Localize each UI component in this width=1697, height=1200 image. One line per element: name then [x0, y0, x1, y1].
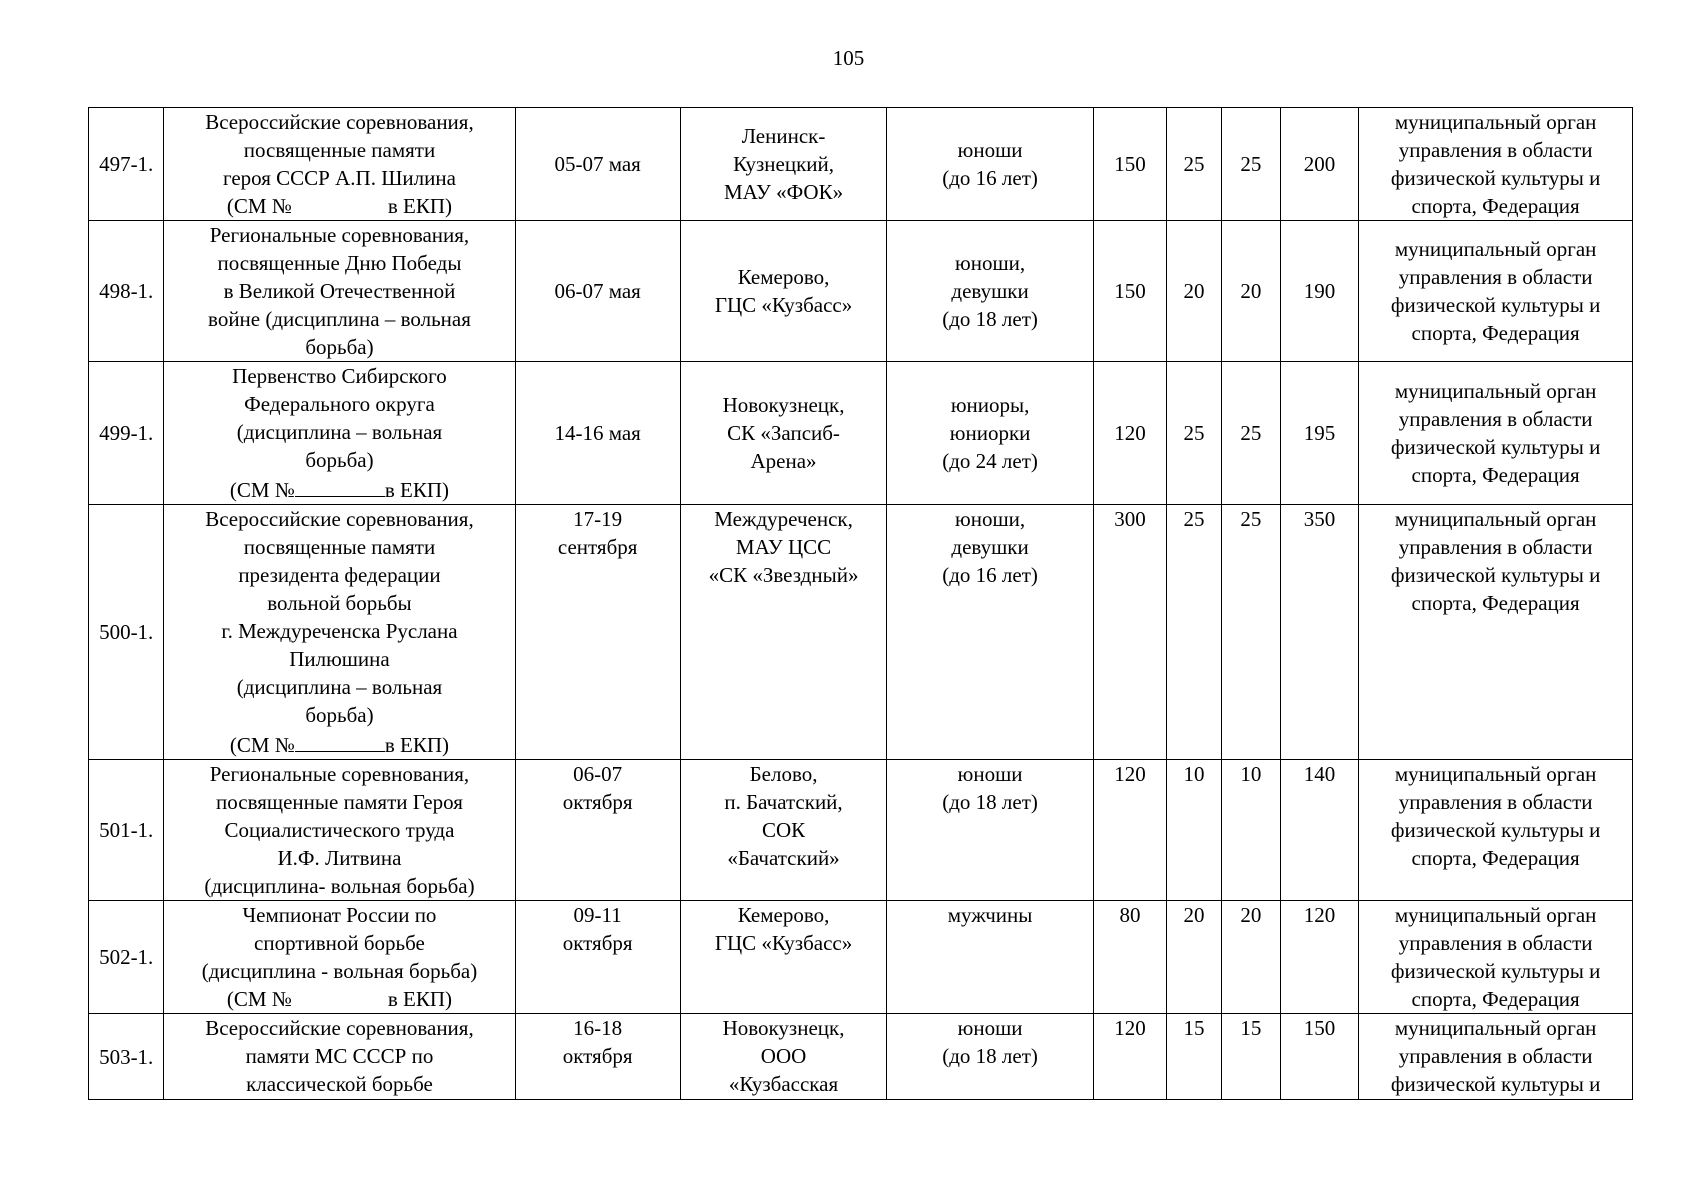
row-number: 501-1. [89, 760, 164, 901]
organizer: муниципальный орган управления в области физической культуры и спорта, Федерация [1359, 221, 1633, 362]
event-place: Кемерово, ГЦС «Кузбасс» [680, 901, 887, 1014]
table-row [89, 901, 1633, 1014]
organizer: муниципальный орган управления в области физической культуры и спорта, Федерация [1359, 362, 1633, 505]
count-3: 20 [1221, 221, 1280, 362]
count-2: 25 [1167, 505, 1222, 760]
count-3: 20 [1221, 901, 1280, 1014]
count-total: 190 [1280, 221, 1358, 362]
count-3: 15 [1221, 1014, 1280, 1100]
count-total: 140 [1280, 760, 1358, 901]
count-3: 25 [1221, 108, 1280, 221]
count-1: 80 [1093, 901, 1166, 1014]
count-1: 300 [1093, 505, 1166, 760]
participant-group: юноши (до 18 лет) [887, 760, 1094, 901]
event-place: Ленинск- Кузнецкий, МАУ «ФОК» [680, 108, 887, 221]
count-1: 150 [1093, 108, 1166, 221]
count-1: 150 [1093, 221, 1166, 362]
count-2: 20 [1167, 901, 1222, 1014]
participant-group: юноши, девушки (до 18 лет) [887, 221, 1094, 362]
table-row [89, 760, 1633, 901]
event-date: 09-11 октября [515, 901, 680, 1014]
participant-group: юноши, девушки (до 16 лет) [887, 505, 1094, 760]
event-name: Всероссийские соревнования, посвященные памяти героя СССР А.П. Шилина (СМ № в ЕКП) [164, 108, 515, 221]
count-2: 25 [1167, 108, 1222, 221]
count-2: 25 [1167, 362, 1222, 505]
organizer: муниципальный орган управления в области физической культуры и спорта, Федерация [1359, 108, 1633, 221]
organizer: муниципальный орган управления в области физической культуры и [1359, 1014, 1633, 1100]
count-2: 10 [1167, 760, 1222, 901]
event-date: 05-07 мая [515, 108, 680, 221]
participant-group: мужчины [887, 901, 1094, 1014]
blank-field [295, 729, 385, 752]
event-date: 06-07 мая [515, 221, 680, 362]
organizer: муниципальный орган управления в области физической культуры и спорта, Федерация [1359, 760, 1633, 901]
event-name: Всероссийские соревнования, посвященные памяти президента федерации вольной борьбы г. Междуреченска Руслана Пилюшина (дисциплина – вольная борьба) (СМ № в ЕКП) [164, 505, 515, 760]
row-number: 503-1. [89, 1014, 164, 1100]
row-number: 500-1. [89, 505, 164, 760]
event-date: 17-19 сентября [515, 505, 680, 760]
event-place: Новокузнецк, СК «Запсиб- Арена» [680, 362, 887, 505]
event-place: Белово, п. Бачатский, СОК «Бачатский» [680, 760, 887, 901]
count-1: 120 [1093, 760, 1166, 901]
organizer: муниципальный орган управления в области физической культуры и спорта, Федерация [1359, 901, 1633, 1014]
participant-group: юниоры, юниорки (до 24 лет) [887, 362, 1094, 505]
event-date: 16-18 октября [515, 1014, 680, 1100]
table-row [89, 221, 1633, 362]
count-3: 25 [1221, 505, 1280, 760]
participant-group: юноши (до 18 лет) [887, 1014, 1094, 1100]
count-total: 120 [1280, 901, 1358, 1014]
event-place: Междуреченск, МАУ ЦСС «СК «Звездный» [680, 505, 887, 760]
participant-group: юноши (до 16 лет) [887, 108, 1094, 221]
row-number: 498-1. [89, 221, 164, 362]
count-2: 20 [1167, 221, 1222, 362]
count-2: 15 [1167, 1014, 1222, 1100]
count-1: 120 [1093, 1014, 1166, 1100]
count-3: 10 [1221, 760, 1280, 901]
event-date: 14-16 мая [515, 362, 680, 505]
table-row [89, 1014, 1633, 1100]
row-number: 499-1. [89, 362, 164, 505]
table-row [89, 362, 1633, 505]
organizer: муниципальный орган управления в области физической культуры и спорта, Федерация [1359, 505, 1633, 760]
blank-field [295, 474, 385, 497]
row-number: 502-1. [89, 901, 164, 1014]
page-number: 105 [832, 46, 865, 70]
event-place: Новокузнецк, ООО «Кузбасская [680, 1014, 887, 1100]
event-name: Чемпионат России по спортивной борьбе (дисциплина - вольная борьба) (СМ № в ЕКП) [164, 901, 515, 1014]
count-total: 195 [1280, 362, 1358, 505]
event-name: Региональные соревнования, посвященные памяти Героя Социалистического труда И.Ф. Литвина (дисциплина- вольная борьба) [164, 760, 515, 901]
count-total: 350 [1280, 505, 1358, 760]
row-number: 497-1. [89, 108, 164, 221]
table-row [89, 505, 1633, 760]
event-name: Региональные соревнования, посвященные Дню Победы в Великой Отечественной войне (дисциплина – вольная борьба) [164, 221, 515, 362]
count-total: 150 [1280, 1014, 1358, 1100]
event-date: 06-07 октября [515, 760, 680, 901]
event-name: Первенство Сибирского Федерального округа (дисциплина – вольная борьба) (СМ № в ЕКП) [164, 362, 515, 505]
count-total: 200 [1280, 108, 1358, 221]
events-table [88, 107, 1633, 1100]
event-place: Кемерово, ГЦС «Кузбасс» [680, 221, 887, 362]
count-3: 25 [1221, 362, 1280, 505]
table-row [89, 108, 1633, 221]
count-1: 120 [1093, 362, 1166, 505]
event-name: Всероссийские соревнования, памяти МС СССР по классической борьбе [164, 1014, 515, 1100]
